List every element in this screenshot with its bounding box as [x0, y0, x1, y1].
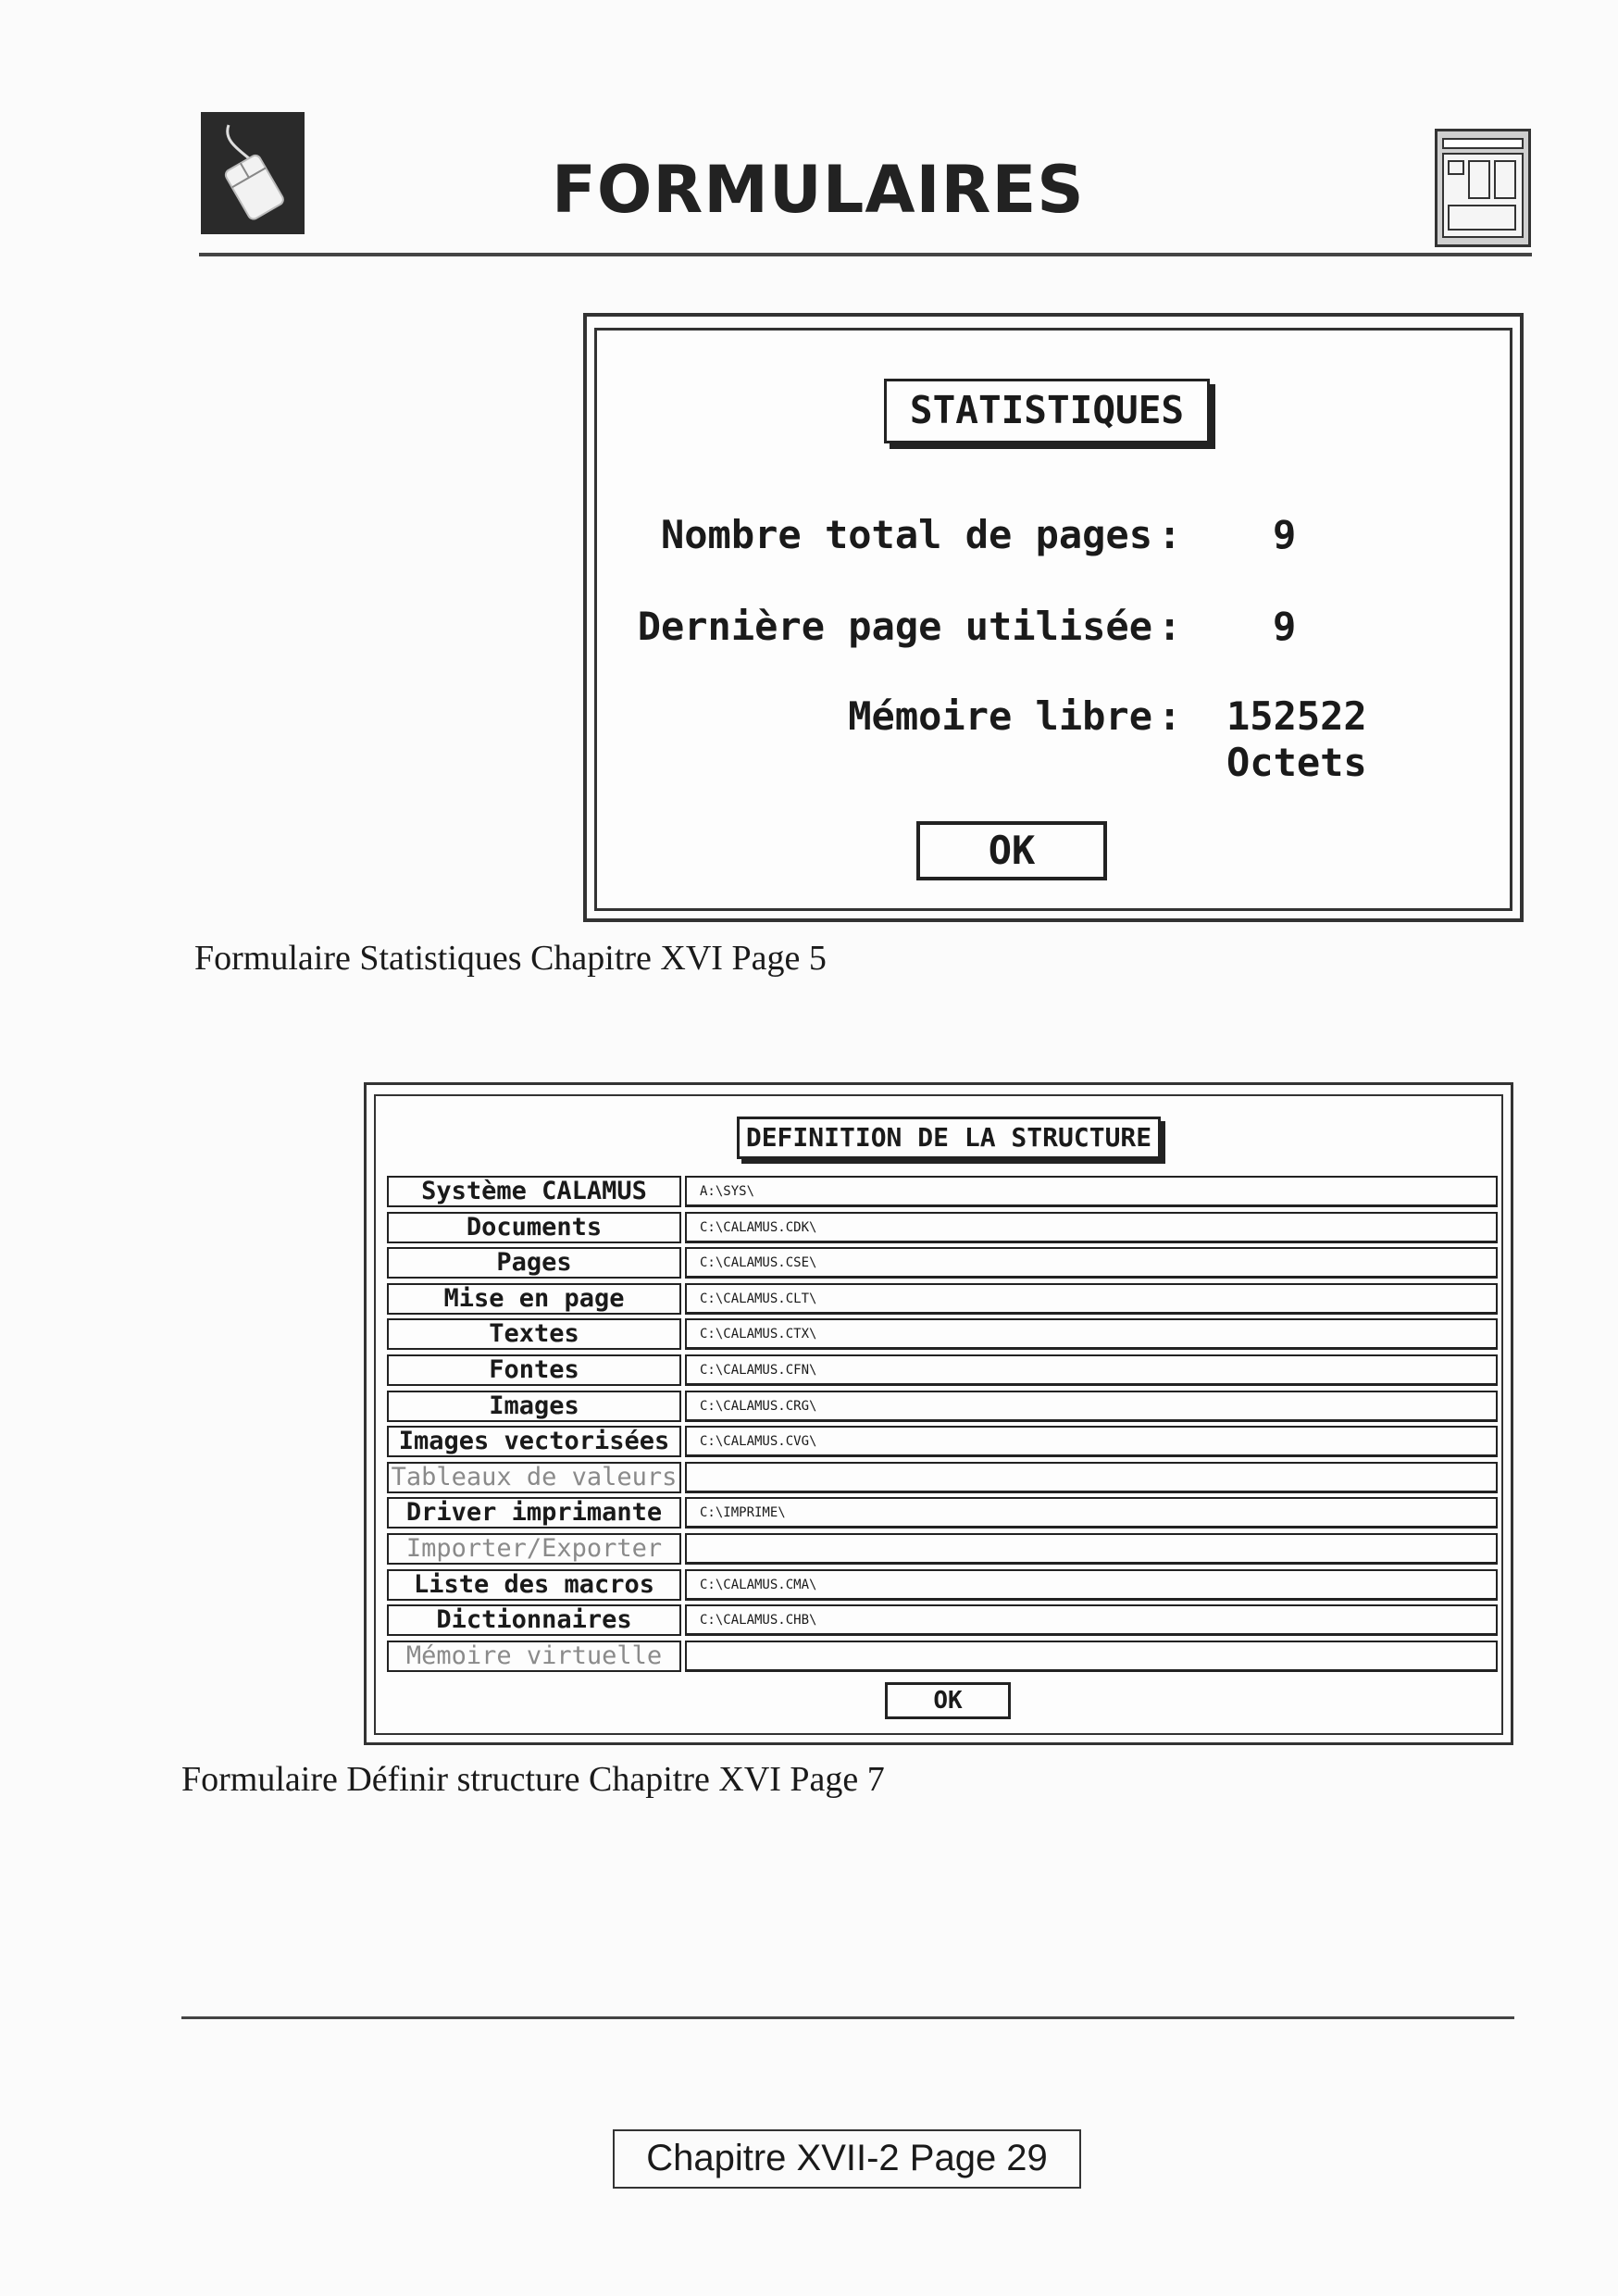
stat-value-last-page: 9: [1273, 604, 1297, 649]
structure-row-label: Liste des macros: [387, 1569, 681, 1601]
stat-label-total-pages: Nombre total de pages: [660, 512, 1152, 557]
structure-path-field[interactable]: C:\CALAMUS.CVG\: [685, 1426, 1498, 1457]
structure-row-label: Tableaux de valeurs: [387, 1462, 681, 1493]
structure-path-field: [685, 1462, 1498, 1493]
structure-row-label: Importer/Exporter: [387, 1533, 681, 1565]
structure-row-label: Textes: [387, 1318, 681, 1350]
statistics-dialog-frame: [594, 328, 1512, 911]
caption-statistics: Formulaire Statistiques Chapitre XVI Page 5: [194, 939, 827, 978]
structure-row-label: Images: [387, 1391, 681, 1422]
structure-row: [387, 1389, 1498, 1425]
structure-row: [387, 1567, 1498, 1603]
structure-row-label: Pages: [387, 1247, 681, 1279]
structure-ok-button[interactable]: OK: [885, 1682, 1011, 1719]
statistics-ok-button[interactable]: OK: [916, 821, 1107, 880]
stat-value-free-memory: 152522 Octets: [1226, 693, 1367, 785]
structure-path-field[interactable]: C:\CALAMUS.CLT\: [685, 1283, 1498, 1315]
structure-path-field[interactable]: C:\CALAMUS.CTX\: [685, 1318, 1498, 1350]
stat-separator: :: [1158, 693, 1182, 739]
form-window-icon: [1435, 129, 1531, 247]
structure-row: [387, 1603, 1498, 1639]
structure-row-label: Driver imprimante: [387, 1497, 681, 1529]
structure-dialog-frame: [374, 1094, 1503, 1735]
statistics-dialog: [583, 313, 1524, 922]
footer-rule: [181, 2016, 1514, 2019]
structure-row: [387, 1424, 1498, 1460]
structure-row: [387, 1639, 1498, 1675]
stat-label-last-page: Dernière page utilisée: [637, 604, 1152, 649]
header-rule: [199, 253, 1532, 256]
stat-label-free-memory: Mémoire libre: [848, 693, 1152, 739]
structure-row-label: Dictionnaires: [387, 1604, 681, 1636]
structure-path-field: [685, 1533, 1498, 1565]
structure-row: [387, 1460, 1498, 1496]
structure-row: [387, 1353, 1498, 1389]
structure-row-label: Fontes: [387, 1354, 681, 1386]
structure-path-field: [685, 1641, 1498, 1672]
structure-path-field[interactable]: C:\CALAMUS.CRG\: [685, 1391, 1498, 1422]
structure-row: [387, 1245, 1498, 1281]
structure-rows: [387, 1174, 1498, 1674]
structure-path-field[interactable]: C:\IMPRIME\: [685, 1497, 1498, 1529]
statistics-dialog-title: STATISTIQUES: [884, 379, 1210, 443]
structure-path-field[interactable]: A:\SYS\: [685, 1176, 1498, 1207]
structure-row: [387, 1531, 1498, 1567]
structure-row-label: Documents: [387, 1212, 681, 1243]
structure-row: [387, 1281, 1498, 1317]
structure-row-label: Système CALAMUS: [387, 1176, 681, 1207]
stat-separator: :: [1158, 512, 1182, 557]
structure-path-field[interactable]: C:\CALAMUS.CMA\: [685, 1569, 1498, 1601]
page-number-box: Chapitre XVII-2 Page 29: [613, 2129, 1081, 2189]
caption-structure: Formulaire Définir structure Chapitre XVI Page 7: [181, 1760, 885, 1799]
structure-row-label: Mémoire virtuelle: [387, 1641, 681, 1672]
stat-separator: :: [1158, 604, 1182, 649]
structure-row: [387, 1316, 1498, 1353]
structure-row: [387, 1174, 1498, 1210]
structure-dialog: [364, 1082, 1513, 1745]
structure-row: [387, 1495, 1498, 1531]
structure-path-field[interactable]: C:\CALAMUS.CDK\: [685, 1212, 1498, 1243]
structure-row-label: Mise en page: [387, 1283, 681, 1315]
mouse-icon: [201, 112, 305, 234]
structure-path-field[interactable]: C:\CALAMUS.CHB\: [685, 1604, 1498, 1636]
structure-row: [387, 1210, 1498, 1246]
structure-dialog-title: DEFINITION DE LA STRUCTURE: [737, 1117, 1161, 1159]
structure-path-field[interactable]: C:\CALAMUS.CSE\: [685, 1247, 1498, 1279]
structure-path-field[interactable]: C:\CALAMUS.CFN\: [685, 1354, 1498, 1386]
structure-row-label: Images vectorisées: [387, 1426, 681, 1457]
stat-value-total-pages: 9: [1273, 512, 1297, 557]
page-title: FORMULAIRES: [552, 152, 1085, 228]
